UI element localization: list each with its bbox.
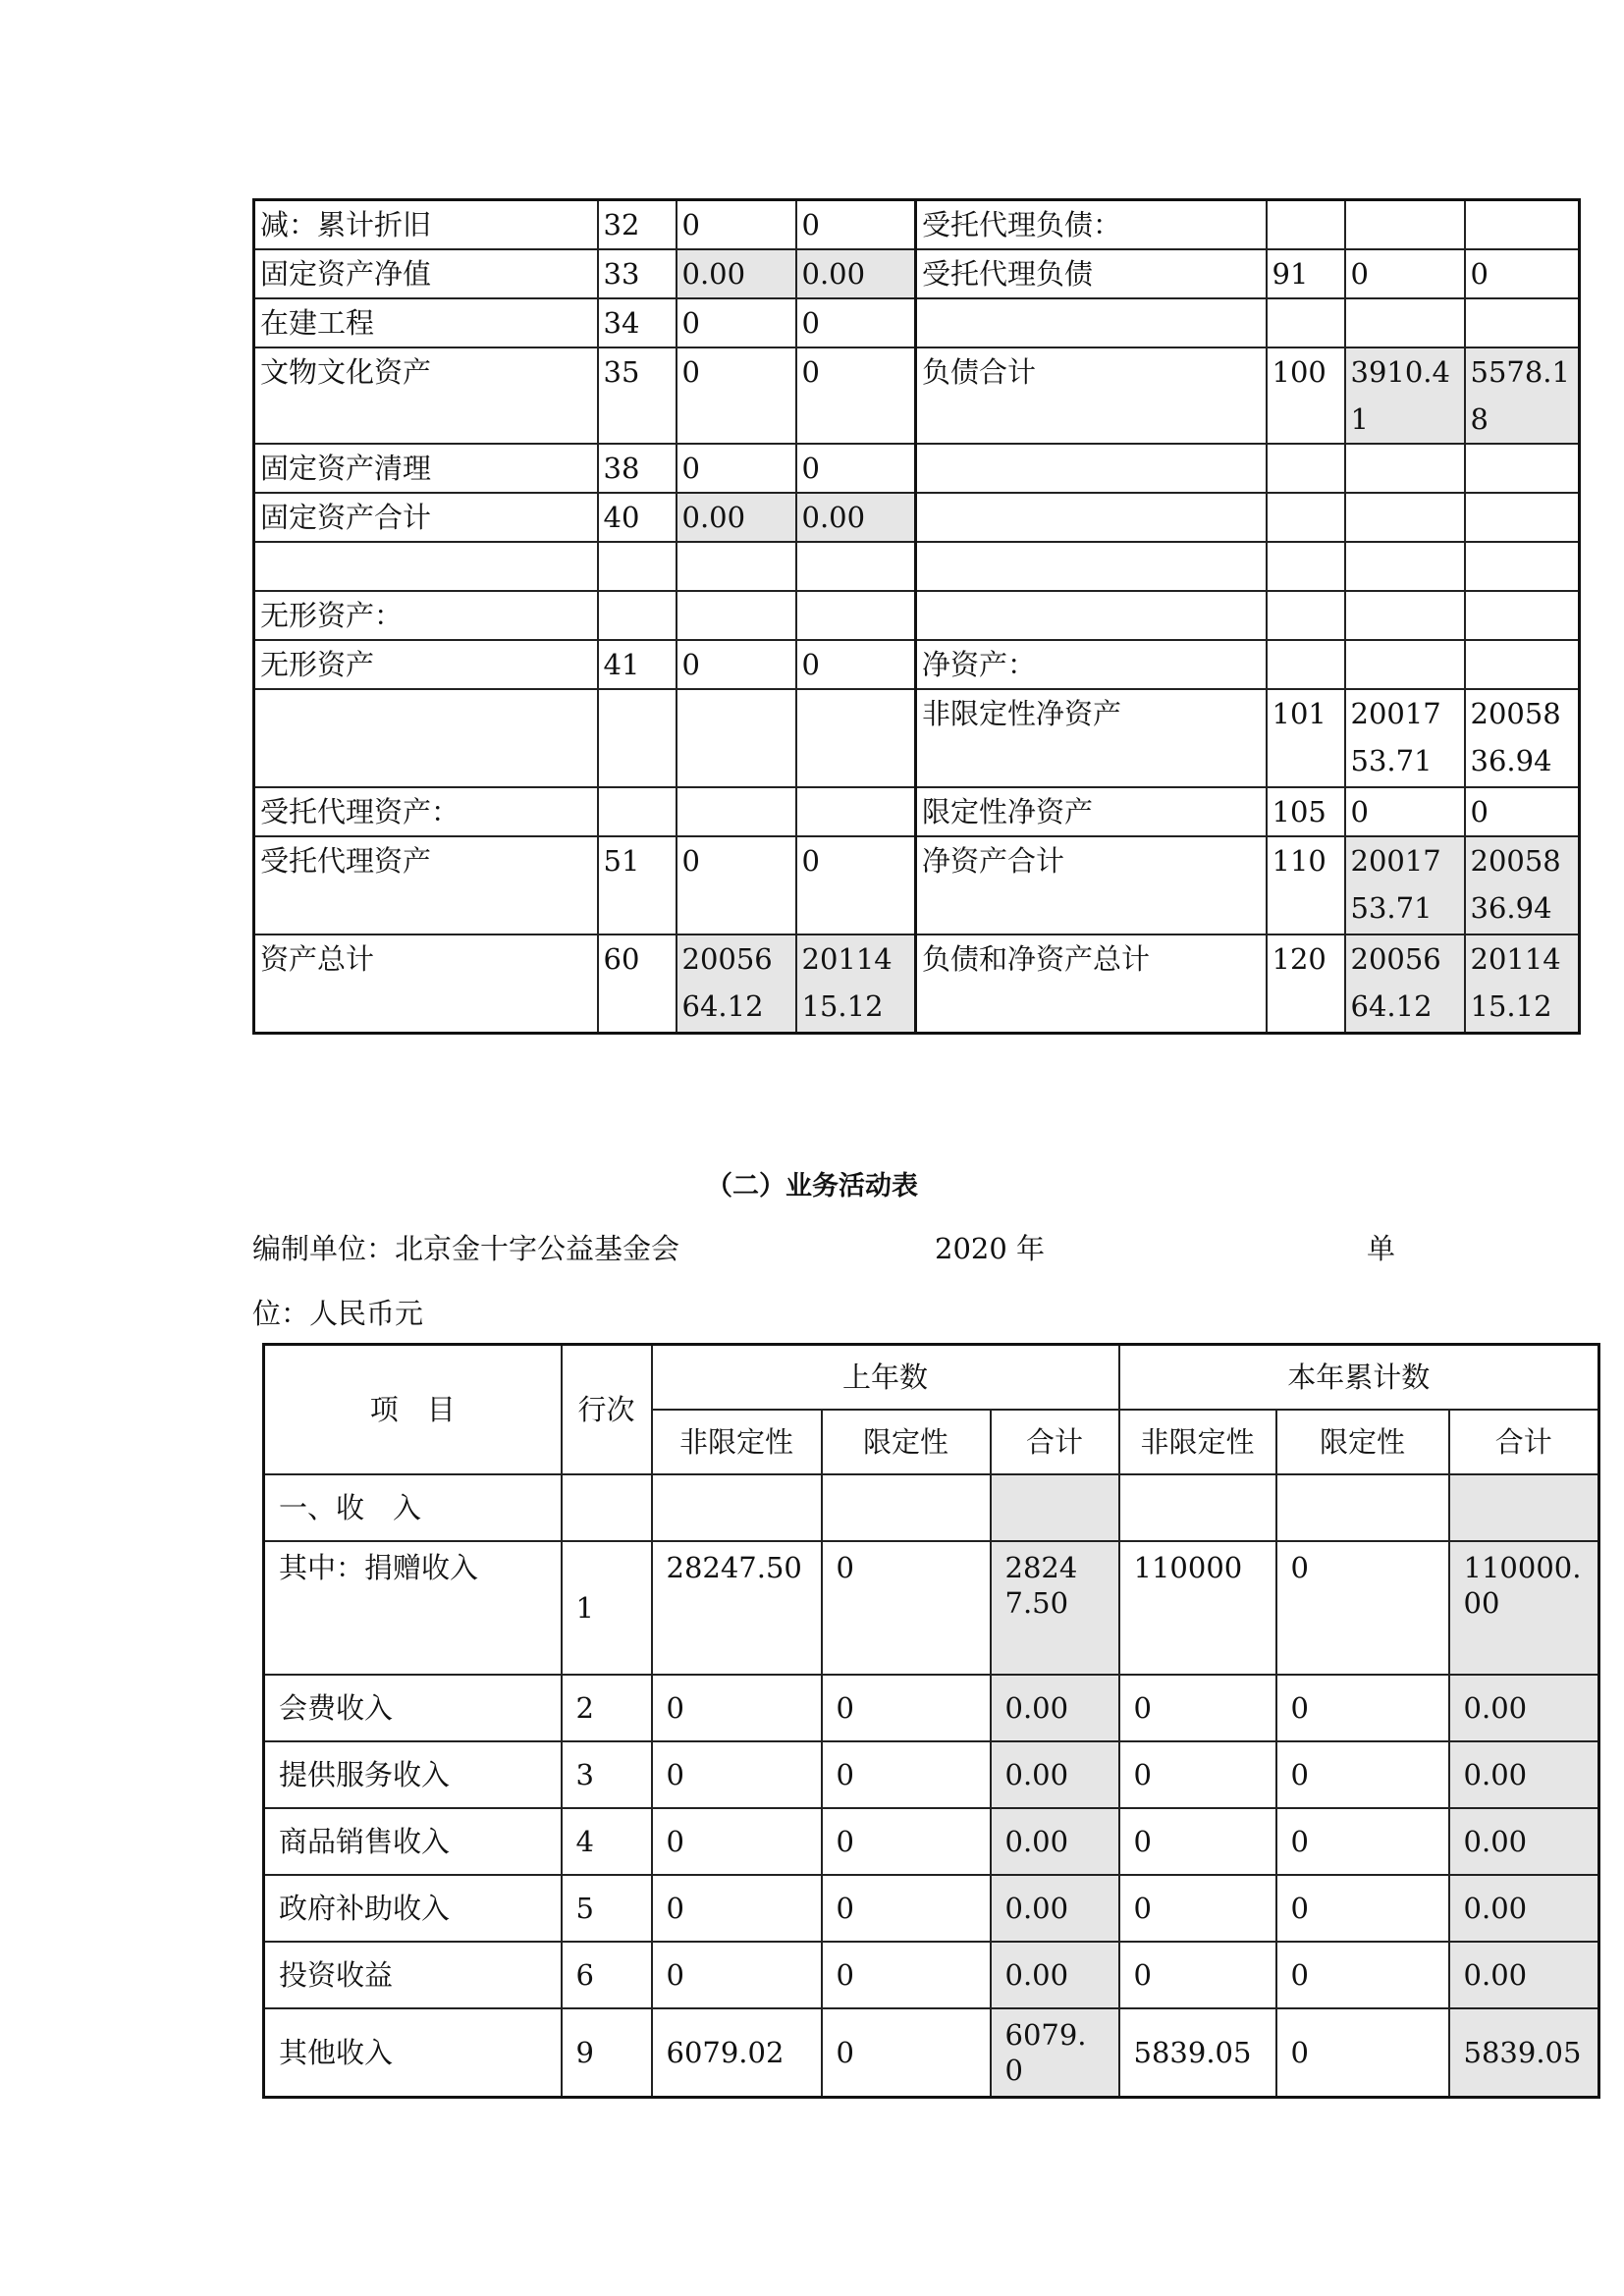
table-cell: 限定性净资产 [916, 787, 1267, 836]
table-cell: 固定资产合计 [254, 493, 598, 542]
table-cell: 0 [1119, 1675, 1276, 1741]
table-cell: 负债和净资产总计 [916, 934, 1267, 1033]
table-cell: 0 [652, 1675, 822, 1741]
table-row [254, 591, 1580, 640]
table-cell [1119, 1474, 1276, 1541]
table-cell: 0 [822, 1875, 991, 1942]
table-row [254, 542, 1580, 591]
table-cell: 101 [1267, 689, 1345, 787]
table-cell [1267, 542, 1345, 591]
table-cell [562, 1474, 652, 1541]
table-cell: 0 [677, 298, 796, 347]
table-cell [677, 689, 796, 787]
table-row [264, 1741, 1599, 1808]
table-cell: 100 [1267, 347, 1345, 444]
table-cell [652, 1474, 822, 1541]
table-cell: 净资产： [916, 640, 1267, 689]
table-cell: 会费收入 [264, 1675, 562, 1741]
table-cell: 2005664.12 [1345, 934, 1465, 1033]
header-sub: 非限定性 [1119, 1410, 1276, 1474]
table-cell: 0 [1119, 1942, 1276, 2008]
table-cell: 51 [598, 836, 677, 934]
table-cell: 2011415.12 [1465, 934, 1580, 1033]
table-cell: 2011415.12 [796, 934, 916, 1033]
table-cell: 0 [1345, 249, 1465, 298]
table-cell: 0 [796, 640, 916, 689]
table-cell [916, 298, 1267, 347]
table-cell [677, 787, 796, 836]
table-cell: 商品销售收入 [264, 1808, 562, 1875]
header-sub: 合计 [1449, 1410, 1599, 1474]
table-cell [916, 444, 1267, 493]
table-cell: 0 [796, 298, 916, 347]
table-cell: 减：累计折旧 [254, 200, 598, 250]
table-cell: 35 [598, 347, 677, 444]
table-cell: 非限定性净资产 [916, 689, 1267, 787]
table-cell: 0 [822, 1675, 991, 1741]
table-cell: 1 [562, 1541, 652, 1675]
table-cell: 40 [598, 493, 677, 542]
table-cell: 6 [562, 1942, 652, 2008]
table-cell [916, 591, 1267, 640]
table-cell: 0.00 [1449, 1808, 1599, 1875]
header-row-no: 行次 [562, 1345, 652, 1474]
table-cell: 0.00 [677, 493, 796, 542]
table-cell [598, 787, 677, 836]
table-cell: 9 [562, 2008, 652, 2098]
table-cell [598, 542, 677, 591]
table-row [254, 249, 1580, 298]
table-cell [677, 542, 796, 591]
table-cell: 0 [1276, 2008, 1449, 2098]
table-cell [1465, 493, 1580, 542]
table-row [254, 689, 1580, 787]
table-cell: 0.00 [1449, 1675, 1599, 1741]
table-cell: 0.00 [991, 1808, 1119, 1875]
table-cell: 无形资产 [254, 640, 598, 689]
table-cell: 0.00 [677, 249, 796, 298]
table-cell: 0 [1276, 1675, 1449, 1741]
table-cell: 5839.05 [1449, 2008, 1599, 2098]
table-cell: 受托代理资产 [254, 836, 598, 934]
table-cell [1267, 493, 1345, 542]
table-cell: 0 [652, 1741, 822, 1808]
table-cell: 净资产合计 [916, 836, 1267, 934]
table-cell: 0 [796, 347, 916, 444]
table-cell: 无形资产： [254, 591, 598, 640]
table-cell: 91 [1267, 249, 1345, 298]
table-cell: 2005836.94 [1465, 836, 1580, 934]
table-cell: 38 [598, 444, 677, 493]
table-row [264, 1675, 1599, 1741]
table-cell: 0 [1465, 787, 1580, 836]
table-cell [1345, 444, 1465, 493]
table-row [254, 444, 1580, 493]
table-cell: 0.00 [991, 1875, 1119, 1942]
table-cell: 0 [1276, 1541, 1449, 1675]
table-cell [677, 591, 796, 640]
table-cell: 0.00 [991, 1741, 1119, 1808]
header-prev-year: 上年数 [652, 1345, 1119, 1410]
balance-sheet-table [252, 198, 1581, 1035]
table-cell: 2 [562, 1675, 652, 1741]
table-cell: 其中：捐赠收入 [264, 1541, 562, 1675]
table-cell [1267, 591, 1345, 640]
table-cell [1267, 298, 1345, 347]
table-cell: 0 [822, 1808, 991, 1875]
table-cell [1345, 493, 1465, 542]
table-cell [1345, 542, 1465, 591]
table-cell: 32 [598, 200, 677, 250]
table-cell: 0.00 [796, 249, 916, 298]
table-cell: 0 [822, 1741, 991, 1808]
table-row [254, 200, 1580, 250]
table-cell: 受托代理资产： [254, 787, 598, 836]
table-cell: 0 [652, 1942, 822, 2008]
table-row [264, 1474, 1599, 1541]
table-cell: 0.00 [991, 1942, 1119, 2008]
header-sub: 合计 [991, 1410, 1119, 1474]
table-row [254, 836, 1580, 934]
table-cell: 2005836.94 [1465, 689, 1580, 787]
table-cell [254, 542, 598, 591]
table-cell: 0.00 [1449, 1741, 1599, 1808]
header-sub: 限定性 [1276, 1410, 1449, 1474]
table-row [264, 1808, 1599, 1875]
table-cell: 0 [677, 200, 796, 250]
table-cell: 5 [562, 1875, 652, 1942]
table-cell: 资产总计 [254, 934, 598, 1033]
table-row [264, 2008, 1599, 2098]
table-cell: 固定资产清理 [254, 444, 598, 493]
table-cell [1345, 298, 1465, 347]
header-sub: 非限定性 [652, 1410, 822, 1474]
header-current-year: 本年累计数 [1119, 1345, 1599, 1410]
table-cell [796, 542, 916, 591]
table-cell [796, 689, 916, 787]
table-cell: 110000 [1119, 1541, 1276, 1675]
table-cell [1465, 542, 1580, 591]
table-cell: 0.00 [991, 1675, 1119, 1741]
table-cell [598, 689, 677, 787]
section-title: （二）业务活动表 [706, 1171, 918, 1201]
table-cell: 在建工程 [254, 298, 598, 347]
table-cell: 0 [1276, 1875, 1449, 1942]
table-cell [598, 591, 677, 640]
table-cell [1465, 591, 1580, 640]
table-cell [991, 1474, 1119, 1541]
table-cell [1465, 640, 1580, 689]
table-cell: 其他收入 [264, 2008, 562, 2098]
table-cell: 0 [822, 1541, 991, 1675]
table-cell: 0 [1119, 1875, 1276, 1942]
table-cell: 33 [598, 249, 677, 298]
table-cell: 3910.41 [1345, 347, 1465, 444]
table-row [254, 934, 1580, 1033]
table-cell: 4 [562, 1808, 652, 1875]
table-cell: 0 [822, 2008, 991, 2098]
table-cell [796, 591, 916, 640]
table-cell: 34 [598, 298, 677, 347]
table-cell: 0 [652, 1875, 822, 1942]
table-cell: 0 [796, 836, 916, 934]
table-cell: 0.00 [1449, 1942, 1599, 2008]
table-cell: 固定资产净值 [254, 249, 598, 298]
table-cell [1465, 298, 1580, 347]
table-cell [1449, 1474, 1599, 1541]
table-cell: 投资收益 [264, 1942, 562, 2008]
table-cell [822, 1474, 991, 1541]
table-cell [1267, 200, 1345, 250]
table-cell: 0 [1119, 1741, 1276, 1808]
table-cell: 受托代理负债 [916, 249, 1267, 298]
table-cell: 105 [1267, 787, 1345, 836]
table-cell: 0 [1465, 249, 1580, 298]
table-cell: 0 [796, 200, 916, 250]
table-cell [916, 542, 1267, 591]
table-cell: 0 [796, 444, 916, 493]
table-cell: 0 [677, 836, 796, 934]
table-cell: 0 [1345, 787, 1465, 836]
table-row [264, 1942, 1599, 2008]
table-row [254, 640, 1580, 689]
header-item: 项 目 [264, 1345, 562, 1474]
table-cell: 0.00 [796, 493, 916, 542]
table-cell: 60 [598, 934, 677, 1033]
table-cell: 0 [677, 347, 796, 444]
table-cell: 2001753.71 [1345, 836, 1465, 934]
table-cell [1267, 640, 1345, 689]
table-cell: 0 [1276, 1808, 1449, 1875]
table-cell: 2005664.12 [677, 934, 796, 1033]
activity-table [262, 1343, 1600, 2099]
table-cell: 110000.00 [1449, 1541, 1599, 1675]
table-row [254, 298, 1580, 347]
table-cell: 文物文化资产 [254, 347, 598, 444]
table-cell: 41 [598, 640, 677, 689]
table-cell: 6079.02 [652, 2008, 822, 2098]
table-row [254, 493, 1580, 542]
table-cell: 0 [1119, 1808, 1276, 1875]
table-cell: 0 [1276, 1741, 1449, 1808]
table-cell: 负债合计 [916, 347, 1267, 444]
table-cell [1465, 200, 1580, 250]
table-cell [1465, 444, 1580, 493]
table-cell: 5839.05 [1119, 2008, 1276, 2098]
table-cell: 0 [652, 1808, 822, 1875]
table-cell: 政府补助收入 [264, 1875, 562, 1942]
table-cell: 6079.0 [991, 2008, 1119, 2098]
table-cell: 0 [677, 444, 796, 493]
header-sub: 限定性 [822, 1410, 991, 1474]
table-cell: 0 [1276, 1942, 1449, 2008]
table-cell [1345, 591, 1465, 640]
table-cell: 一、收 入 [264, 1474, 562, 1541]
table-cell: 0.00 [1449, 1875, 1599, 1942]
table-cell: 受托代理负债： [916, 200, 1267, 250]
table-row [254, 787, 1580, 836]
unit-label-a: 单 [1367, 1232, 1396, 1265]
table-cell: 28247.50 [991, 1541, 1119, 1675]
unit-line: 编制单位：北京金十字公益基金会 [252, 1232, 680, 1265]
table-cell [796, 787, 916, 836]
table-cell: 0 [677, 640, 796, 689]
table-cell: 5578.18 [1465, 347, 1580, 444]
table-cell [1345, 200, 1465, 250]
table-cell: 提供服务收入 [264, 1741, 562, 1808]
table-cell [916, 493, 1267, 542]
table-row [254, 347, 1580, 444]
table-cell: 120 [1267, 934, 1345, 1033]
table-cell: 0 [822, 1942, 991, 2008]
table-cell: 2001753.71 [1345, 689, 1465, 787]
table-cell: 28247.50 [652, 1541, 822, 1675]
report-year: 2020 年 [935, 1232, 1046, 1265]
table-cell: 3 [562, 1741, 652, 1808]
unit-label-b: 位：人民币元 [252, 1297, 424, 1330]
table-cell [1276, 1474, 1449, 1541]
table-cell [1345, 640, 1465, 689]
table-cell: 110 [1267, 836, 1345, 934]
table-cell [1267, 444, 1345, 493]
table-row [264, 1875, 1599, 1942]
table-cell [254, 689, 598, 787]
table-row [264, 1541, 1599, 1675]
